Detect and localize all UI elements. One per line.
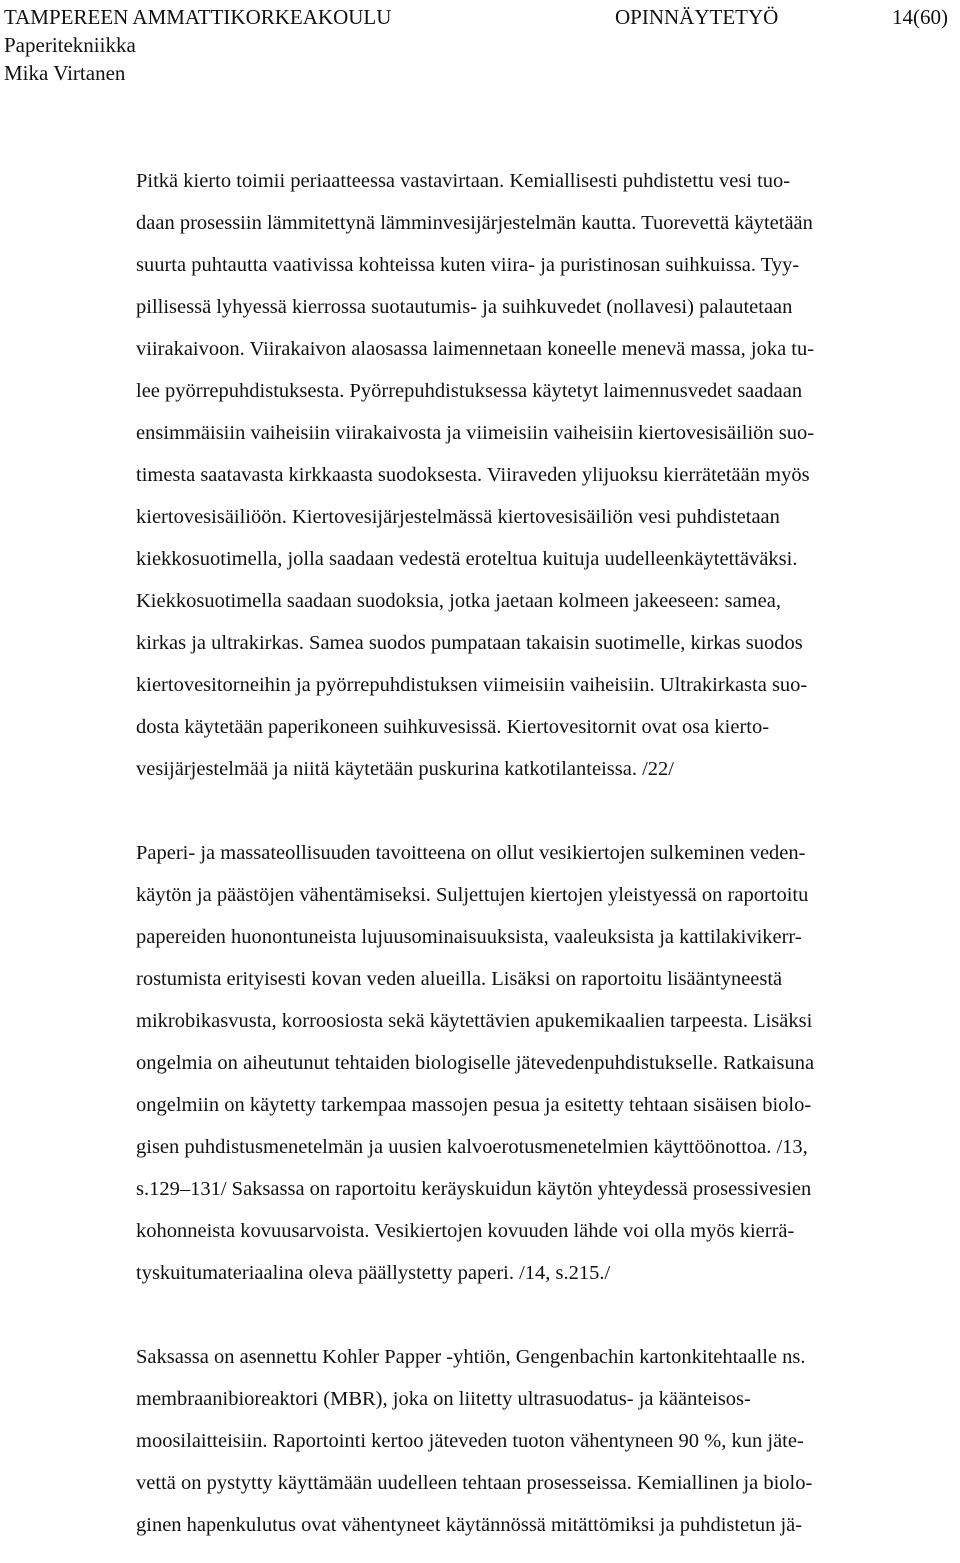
text-line: kirkas ja ultrakirkas. Samea suodos pumpataan takaisin suotimelle, kirkas suodos: [136, 632, 803, 654]
program-name: Paperitekniikka: [4, 33, 136, 57]
text-line: gisen puhdistusmenetelmän ja uusien kalvoerotusmenetelmien käyttöönottoa. /13,: [136, 1136, 808, 1158]
document-type: OPINNÄYTETYÖ: [615, 5, 779, 29]
body-text: [136, 160, 944, 1546]
text-line: suurta puhtautta vaativissa kohteissa kuten viira- ja puristinosan suihkuissa. Tyy-: [136, 254, 800, 276]
header-program: [4, 31, 956, 59]
author-name: Mika Virtanen: [4, 61, 126, 85]
paragraph-gap: [136, 1294, 944, 1336]
text-line: tyskuitumateriaalina oleva päällystetty paperi. /14, s.215./: [136, 1262, 611, 1284]
text-line: ongelmiin on käytetty tarkempaa massojen pesua ja esitetty tehtaan sisäisen biolo-: [136, 1094, 812, 1116]
school-name: TAMPEREEN AMMATTIKORKEAKOULU: [4, 5, 392, 29]
text-line: vesijärjestelmää ja niitä käytetään puskurina katkotilanteissa. /22/: [136, 758, 674, 780]
text-line: ensimmäisiin vaiheisiin viirakaivosta ja viimeisiin vaiheisiin kiertovesisäiliön suo-: [136, 422, 815, 444]
paragraph-1: [136, 160, 944, 790]
header-author: [4, 59, 956, 87]
text-line: kiekkosuotimella, jolla saadaan vedestä eroteltua kuituja uudelleenkäytettäväksi.: [136, 548, 798, 570]
text-line: s.129–131/ Saksassa on raportoitu keräyskuidun käytön yhteydessä prosessivesien: [136, 1178, 812, 1200]
text-line: kohonneista kovuusarvoista. Vesikiertojen kovuuden lähde voi olla myös kierrä-: [136, 1220, 795, 1242]
text-line: Paperi- ja massateollisuuden tavoitteena on ollut vesikiertojen sulkeminen veden-: [136, 842, 806, 864]
paragraph-2: [136, 832, 944, 1294]
text-line: kiertovesitorneihin ja pyörrepuhdistuksen viimeisiin vaiheisiin. Ultrakirkasta suo-: [136, 674, 808, 696]
text-line: papereiden huonontuneista lujuusominaisuuksista, vaaleuksista ja kattilakivikerr-: [136, 926, 802, 948]
text-line: ginen hapenkulutus ovat vähentyneet käytännössä mitättömiksi ja puhdistetun jä-: [136, 1514, 803, 1536]
text-line: moosilaitteisiin. Raportointi kertoo jäteveden tuoton vähentyneen 90 %, kun jäte-: [136, 1430, 804, 1452]
text-line: pillisessä lyhyessä kierrossa suotautumis- ja suihkuvedet (nollavesi) palautetaan: [136, 296, 793, 318]
paragraph-gap: [136, 790, 944, 832]
text-line: vettä on pystytty käyttämään uudelleen tehtaan prosesseissa. Kemiallinen ja biolo-: [136, 1472, 813, 1494]
text-line: timesta saatavasta kirkkaasta suodoksesta. Viiraveden ylijuoksu kierrätetään myös: [136, 464, 810, 486]
text-line: Kiekkosuotimella saadaan suodoksia, jotka jaetaan kolmeen jakeeseen: samea,: [136, 590, 781, 612]
text-line: membraanibioreaktori (MBR), joka on liitetty ultrasuodatus- ja käänteisos-: [136, 1388, 751, 1410]
text-line: Pitkä kierto toimii periaatteessa vastavirtaan. Kemiallisesti puhdistettu vesi tuo-: [136, 170, 791, 192]
text-line: käytön ja päästöjen vähentämiseksi. Suljettujen kiertojen yleistyessä on raportoitu: [136, 884, 809, 906]
page-header: [4, 3, 956, 87]
text-line: kiertovesisäiliöön. Kiertovesijärjestelmässä kiertovesisäiliön vesi puhdistetaan: [136, 506, 780, 528]
text-line: Saksassa on asennettu Kohler Papper -yhtiön, Gengenbachin kartonkitehtaalle ns.: [136, 1346, 806, 1368]
text-line: ongelmia on aiheutunut tehtaiden biologiselle jätevedenpuhdistukselle. Ratkaisuna: [136, 1052, 815, 1074]
text-line: lee pyörrepuhdistuksesta. Pyörrepuhdistuksessa käytetyt laimennusvedet saadaan: [136, 380, 803, 402]
text-line: daan prosessiin lämmitettynä lämminvesijärjestelmän kautta. Tuorevettä käytetään: [136, 212, 813, 234]
text-line: viirakaivoon. Viirakaivon alaosassa laimennetaan koneelle menevä massa, joka tu-: [136, 338, 815, 360]
text-line: rostumista erityisesti kovan veden alueilla. Lisäksi on raportoitu lisääntyneestä: [136, 968, 783, 990]
header-row-1: [4, 3, 956, 31]
text-line: mikrobikasvusta, korroosiosta sekä käytettävien apukemikaalien tarpeesta. Lisäksi: [136, 1010, 813, 1032]
page-number: 14(60): [892, 5, 948, 29]
text-line: dosta käytetään paperikoneen suihkuvesissä. Kiertovesitornit ovat osa kierto-: [136, 716, 770, 738]
paragraph-3: [136, 1336, 944, 1546]
